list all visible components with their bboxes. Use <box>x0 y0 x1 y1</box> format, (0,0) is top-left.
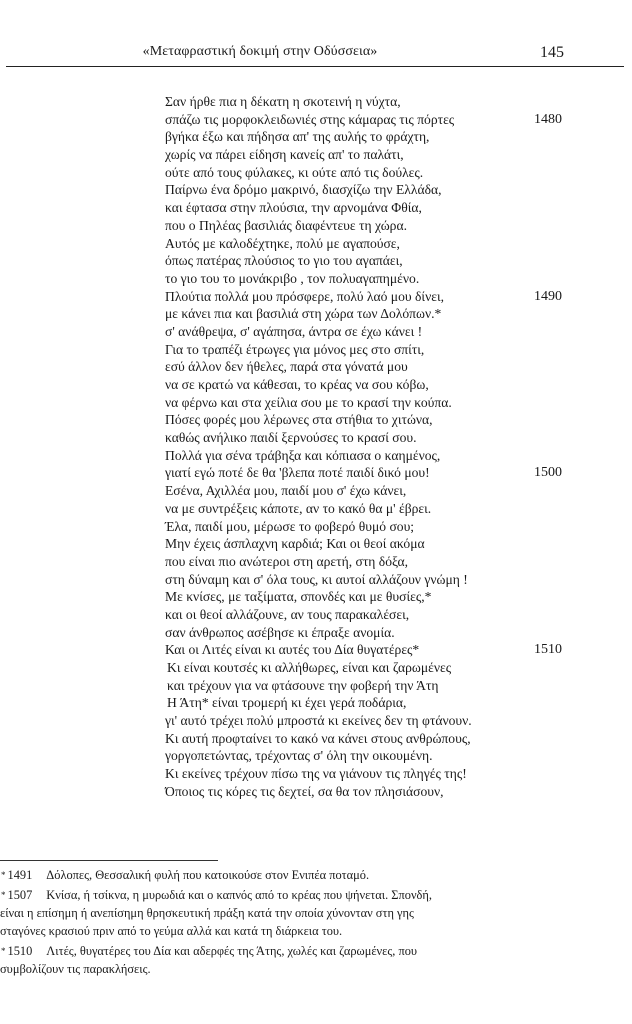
footnote-line <box>0 922 614 940</box>
verse-line <box>0 181 632 199</box>
footnote-line <box>0 866 614 884</box>
verse-text: βγήκα έξω και πήδησα απ' της αυλής το φράχτη, <box>165 129 430 145</box>
verse-line <box>0 747 632 765</box>
footnote-text: είναι η επίσημη ή ανεπίσημη θρησκευτική πράξη κατά την οποία χύνονταν στη γης <box>0 906 414 920</box>
footnote-mark: * <box>1 890 6 900</box>
verse-line <box>0 730 632 748</box>
line-number: 1480 <box>534 111 562 127</box>
verse-line <box>0 500 632 518</box>
verse-line <box>0 429 632 447</box>
verse-text: γοργοπετώντας, τρέχοντας σ' όλη την οικουμένη. <box>165 748 433 764</box>
verse-text: όπως πατέρας πλούσιος το γιο του αγαπάει, <box>165 253 403 269</box>
footnote-line <box>0 886 614 904</box>
verse-text: Για το τραπέζι έτρωγες για μόνος μες στο σπίτι, <box>165 341 425 357</box>
verse-line <box>0 93 632 111</box>
footnote-mark: * <box>1 870 6 880</box>
verse-text: Κι είναι κουτσές κι αλλήθωρες, είναι και ζαρωμένες <box>167 660 452 675</box>
verse-text: Και οι Λιτές είναι κι αυτές του Δία θυγατέρες* <box>165 642 420 658</box>
line-number: 1510 <box>534 642 562 658</box>
verse-line <box>0 535 632 553</box>
verse-line <box>0 217 632 235</box>
running-head-title: «Μεταφραστική δοκιμή στην Οδύσσεια» <box>142 44 378 59</box>
footnote <box>0 866 614 884</box>
verse-text: χωρίς να πάρει είδηση κανείς απ' το παλάτι, <box>165 147 404 163</box>
verse-line <box>0 518 632 536</box>
verse-text: Μην έχεις άσπλαχνη καρδιά; Και οι θεοί ακόμα <box>165 536 425 552</box>
verse-text: σαν άνθρωπος ασέβησε κι έπραξε ανομία. <box>165 624 395 640</box>
verse-line <box>0 659 632 677</box>
verse-text: και τρέχουν για να φτάσουνε την φοβερή την Άτη <box>167 677 439 693</box>
footnote-separator <box>0 860 218 861</box>
footnote-ref: 1507 <box>7 888 33 902</box>
verse-line <box>0 128 632 146</box>
verse-text: Όποιος τις κόρες τις δεχτεί, σα θα τον πλησιάσουν, <box>165 783 444 799</box>
verse-text: εσύ άλλον δεν ήθελες, παρά στα γόνατά μου <box>165 359 408 375</box>
verse-text: Παίρνω ένα δρόμο μακρινό, διασχίζω την Ελλάδα, <box>165 182 442 198</box>
verse-text: Εσένα, Αχιλλέα μου, παιδί μου σ' έχω κάνει, <box>165 483 407 499</box>
footnote-ref: 1491 <box>7 868 33 882</box>
footnote-text: Κνίσα, ή τσίκνα, η μυρωδιά και ο καπνός από το κρέας που ψήνεται. Σπονδή, <box>46 888 432 902</box>
verse-text: Σαν ήρθε πια η δέκατη η σκοτεινή η νύχτα, <box>165 94 401 109</box>
footnote <box>0 942 614 978</box>
verse-text: Πλούτια πολλά μου πρόσφερε, πολύ λαό μου δίνει, <box>165 288 444 304</box>
verse-text: να φέρνω και στα χείλια σου με το κρασί την κούπα. <box>165 394 452 410</box>
verse-line <box>0 323 632 341</box>
verse-text: Πόσες φορές μου λέρωνες στα στήθια το χιτώνα, <box>165 412 433 428</box>
verse-text: στη δύναμη και σ' όλα τους, κι αυτοί αλλάζουν γνώμη ! <box>165 571 468 587</box>
verse-line <box>0 111 632 129</box>
verse-line <box>0 712 632 730</box>
header-rule <box>6 66 624 67</box>
line-number: 1500 <box>534 465 562 481</box>
verse-line <box>0 677 632 695</box>
verse-text: καθώς ανήλικο παιδί ξερνούσες το κρασί σου. <box>165 430 417 446</box>
verse-line <box>0 464 632 482</box>
poem-text <box>0 93 632 801</box>
verse-text: να με συντρέξεις κάποτε, αν το κακό θα μ' έβρει. <box>165 500 432 516</box>
verse-line <box>0 482 632 500</box>
verse-text: ούτε από τους φύλακες, κι ούτε από τις δούλες. <box>165 164 424 180</box>
footnote-ref: 1510 <box>7 944 33 958</box>
verse-text: που ο Πηλέας βασιλιάς διαφέντευε τη χώρα. <box>165 217 407 233</box>
running-head <box>0 44 632 68</box>
verse-line <box>0 694 632 712</box>
verse-line <box>0 376 632 394</box>
footnote-text: Δόλοπες, Θεσσαλική φυλή που κατοικούσε στον Ενιπέα ποταμό. <box>46 868 370 882</box>
footnote-line <box>0 942 614 960</box>
footnote-text: σταγόνες κρασιού πριν από το γεύμα αλλά και κατά τη διάρκεια του. <box>0 924 343 938</box>
verse-line <box>0 305 632 323</box>
footnotes <box>0 866 632 980</box>
footnote-line <box>0 960 614 978</box>
verse-text: το γιο του το μονάκριβο , τον πολυαγαπημένο. <box>165 270 420 286</box>
footnote <box>0 886 614 940</box>
verse-text: Κι αυτή προφταίνει το κακό να κάνει στους ανθρώπους, <box>165 730 471 746</box>
verse-line <box>0 447 632 465</box>
verse-line <box>0 783 632 801</box>
verse-line <box>0 588 632 606</box>
verse-line <box>0 235 632 253</box>
verse-text: σπάζω τις μορφοκλειδωνιές στης κάμαρας τις πόρτες <box>165 111 455 127</box>
verse-line <box>0 270 632 288</box>
verse-line <box>0 252 632 270</box>
verse-line <box>0 164 632 182</box>
verse-line <box>0 641 632 659</box>
verse-line <box>0 199 632 217</box>
verse-line <box>0 765 632 783</box>
verse-line <box>0 624 632 642</box>
verse-text: και οι θεοί αλλάζουνε, αν τους παρακαλέσει, <box>165 606 410 622</box>
verse-text: σ' ανάθρεψα, σ' αγάπησα, άντρα σε έχω κάνει ! <box>165 323 423 339</box>
verse-line <box>0 553 632 571</box>
verse-text: που είναι πιο ανώτεροι στη αρετή, στη δόξα, <box>165 553 409 569</box>
verse-line <box>0 571 632 589</box>
verse-line <box>0 394 632 412</box>
verse-text: Κι εκείνες τρέχουν πίσω της να γιάνουν τις πληγές της! <box>165 766 467 782</box>
footnote-text: Λιτές, θυγατέρες του Δία και αδερφές της Άτης, χωλές και ζαρωμένες, που <box>46 944 418 958</box>
verse-text: γι' αυτό τρέχει πολύ μπροστά κι εκείνες δεν τη φτάνουν. <box>165 713 472 729</box>
footnote-line <box>0 904 614 922</box>
line-number: 1490 <box>534 288 562 304</box>
verse-line <box>0 288 632 306</box>
verse-text: Έλα, παιδί μου, μέρωσε το φοβερό θυμό σου; <box>165 518 415 534</box>
verse-text: Αυτός με καλοδέχτηκε, πολύ με αγαπούσε, <box>165 235 400 251</box>
page-number: 145 <box>540 44 564 61</box>
verse-line <box>0 341 632 359</box>
verse-line <box>0 606 632 624</box>
verse-line <box>0 146 632 164</box>
verse-text: Πολλά για σένα τράβηξα και κόπιασα ο καημένος, <box>165 447 441 463</box>
verse-text: Με κνίσες, με ταξίματα, σπονδές και με θυσίες,* <box>165 589 432 605</box>
verse-text: Η Άτη* είναι τρομερή κι έχει γερά ποδάρια, <box>167 695 407 711</box>
verse-line <box>0 358 632 376</box>
verse-text: γιατί εγώ ποτέ δε θα 'βλεπα ποτέ παιδί δικό μου! <box>165 465 430 481</box>
footnote-mark: * <box>1 946 6 956</box>
verse-text: με κάνει πια και βασιλιά στη χώρα των Δολόπων.* <box>165 306 442 322</box>
footnote-text: συμβολίζουν τις παρακλήσεις. <box>0 962 151 976</box>
verse-line <box>0 411 632 429</box>
verse-text: να σε κρατώ να κάθεσαι, το κρέας να σου κόβω, <box>165 377 429 392</box>
verse-text: και έφτασα στην πλούσια, την αρνομάνα Φθία, <box>165 200 422 216</box>
